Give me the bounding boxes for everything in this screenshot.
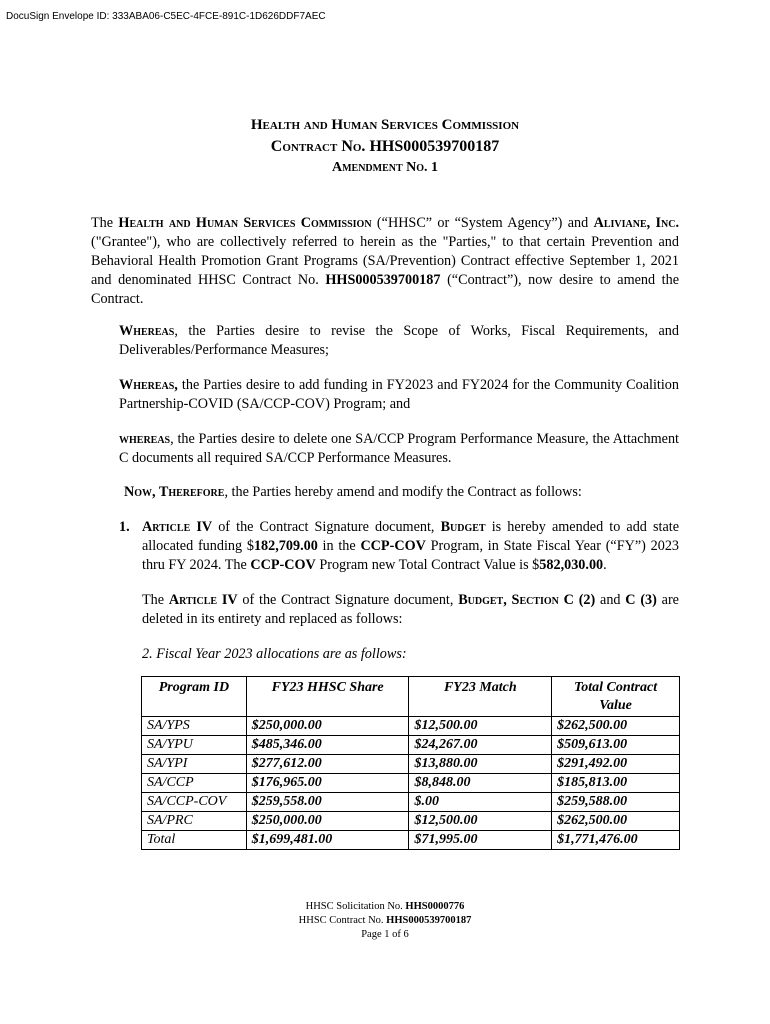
amendment-item-1: [119, 518, 679, 575]
whereas-text: the Parties desire to revise the Scope of Works, Fiscal Requirements, and Deliverables/Performance Measures;: [119, 323, 679, 358]
item-text-2: is hereby amended to add state allocated funding $: [142, 519, 679, 554]
hhsc-share-cell: $259,558.00: [246, 793, 409, 812]
program-id-cell: SA/PRC: [142, 812, 247, 831]
header-match: FY23 Match: [409, 677, 552, 717]
footer-contract: [0, 914, 770, 928]
total-cell: $1,771,476.00: [552, 831, 680, 850]
match-cell: $12,500.00: [409, 717, 552, 736]
item-program: CCP-COV: [360, 538, 426, 554]
item-amount: 182,709.00: [253, 538, 318, 554]
item-budget: Budget: [440, 519, 486, 535]
agency-title: Health and Human Services Commission: [250, 117, 520, 133]
item-text-4: Program, in State Fiscal Year (“FY”) 2023 thru FY 2024. The: [142, 538, 680, 573]
match-cell: $71,995.00: [409, 831, 552, 850]
whereas-label: Whereas,: [119, 377, 178, 393]
whereas-label: Whereas: [119, 323, 175, 339]
footer-page-number: Page 1 of 6: [361, 929, 409, 940]
hhsc-share-cell: $176,965.00: [246, 774, 409, 793]
footer-contract-label: HHSC Contract No.: [298, 915, 384, 926]
document-title: [0, 115, 770, 178]
now-therefore-clause: [124, 483, 679, 502]
program-id-cell: SA/YPI: [142, 755, 247, 774]
footer-solicitation: [0, 900, 770, 914]
intro-after-commission: (“HHSC” or “System Agency”) and: [376, 215, 589, 231]
hhsc-share-cell: $250,000.00: [246, 717, 409, 736]
whereas-clause-1: [119, 322, 679, 360]
match-cell: $24,267.00: [409, 736, 552, 755]
whereas-clause-2: [119, 376, 679, 414]
total-cell: $262,500.00: [552, 812, 680, 831]
page-footer: [0, 900, 770, 942]
now-therefore-text: , the Parties hereby amend and modify the Contract as follows:: [224, 484, 582, 500]
item-text-5: Program new Total Contract Value is $: [315, 557, 540, 573]
hhsc-share-cell: $1,699,481.00: [246, 831, 409, 850]
total-cell: $259,588.00: [552, 793, 680, 812]
replacement-paragraph: [142, 591, 679, 629]
repl-the: The: [142, 592, 169, 608]
repl-c3: C (3): [625, 592, 657, 608]
whereas-sep: ,: [174, 323, 178, 339]
contract-number: HHS000539700187: [369, 138, 500, 155]
header-hhsc-share: FY23 HHSC Share: [246, 677, 409, 717]
docusign-envelope-id: DocuSign Envelope ID: 333ABA06-C5EC-4FCE-891C-1D626DDF7AEC: [6, 11, 326, 22]
intro-paragraph: [91, 214, 679, 309]
program-id-cell: SA/YPU: [142, 736, 247, 755]
match-cell: $12,500.00: [409, 812, 552, 831]
table-row: [142, 717, 680, 736]
total-cell: $185,813.00: [552, 774, 680, 793]
hhsc-share-cell: $485,346.00: [246, 736, 409, 755]
intro-commission: Health and Human Services Commission: [118, 215, 372, 231]
table-row: [142, 755, 680, 774]
table-row: [142, 793, 680, 812]
whereas-text: the Parties desire to add funding in FY2023 and FY2024 for the Community Coalition Partnership-COVID (SA/CCP-COV) Program; and: [119, 377, 679, 412]
table-row: [142, 812, 680, 831]
item-text-6: .: [603, 557, 607, 573]
program-id-cell: SA/YPS: [142, 717, 247, 736]
program-id-cell: Total: [142, 831, 247, 850]
repl-text-2: are deleted in its entirety and replaced as follows:: [142, 592, 679, 627]
contract-label: Contract No.: [270, 138, 366, 155]
program-id-cell: SA/CCP: [142, 774, 247, 793]
total-cell: $291,492.00: [552, 755, 680, 774]
header-program-id: Program ID: [142, 677, 247, 717]
table-row: [142, 736, 680, 755]
repl-budget-section: Budget, Section C (2): [458, 592, 596, 608]
match-cell: $.00: [409, 793, 552, 812]
whereas-sep: ,: [170, 431, 174, 447]
total-cell: $509,613.00: [552, 736, 680, 755]
item-text-1: of the Contract Signature document,: [212, 519, 441, 535]
whereas-text: the Parties desire to delete one SA/CCP Program Performance Measure, the Attachment C documents all required SA/CCP Performance Measures.: [119, 431, 679, 466]
intro-grantee: Aliviane, Inc.: [593, 215, 680, 231]
table-total-row: [142, 831, 680, 850]
hhsc-share-cell: $277,612.00: [246, 755, 409, 774]
item-total: 582,030.00: [539, 557, 604, 573]
footer-contract-number: HHS000539700187: [386, 915, 472, 926]
amendment-title: Amendment No. 1: [331, 160, 439, 175]
repl-and: and: [595, 592, 626, 608]
fy-allocation-heading: 2. Fiscal Year 2023 allocations are as follows:: [142, 646, 407, 662]
hhsc-share-cell: $250,000.00: [246, 812, 409, 831]
item-article: Article IV: [142, 519, 213, 535]
header-total-value: Total Contract Value: [552, 677, 680, 717]
contract-number-title: [0, 136, 770, 157]
table-header-row: [142, 677, 680, 717]
total-cell: $262,500.00: [552, 717, 680, 736]
match-cell: $13,880.00: [409, 755, 552, 774]
repl-text-1: of the Contract Signature document,: [237, 592, 459, 608]
repl-article: Article IV: [168, 592, 238, 608]
program-id-cell: SA/CCP-COV: [142, 793, 247, 812]
whereas-label: whereas: [119, 431, 171, 447]
footer-solicitation-number: HHS0000776: [405, 901, 465, 912]
intro-after-contract: (“Contract”), now desire to amend the Contract.: [91, 272, 680, 307]
item-program-2: CCP-COV: [250, 557, 316, 573]
item-text-3: in the: [317, 538, 361, 554]
match-cell: $8,848.00: [409, 774, 552, 793]
footer-solicitation-label: HHSC Solicitation No.: [305, 901, 403, 912]
now-therefore-label: Now, Therefore: [124, 484, 225, 500]
allocation-table: [141, 676, 680, 850]
intro-contract-number: HHS000539700187: [325, 272, 441, 288]
intro-after-grantee: ("Grantee"), who are collectively referred to herein as the "Parties," to that certain Prevention and Behavioral Health Promotion Grant Programs (SA/Prevention) Contract effective September 1, 2021 and denominated HHSC Contract No.: [91, 234, 679, 288]
intro-the: The: [91, 215, 114, 231]
item-number: 1.: [119, 519, 130, 535]
whereas-clause-3: [119, 430, 679, 468]
table-row: [142, 774, 680, 793]
